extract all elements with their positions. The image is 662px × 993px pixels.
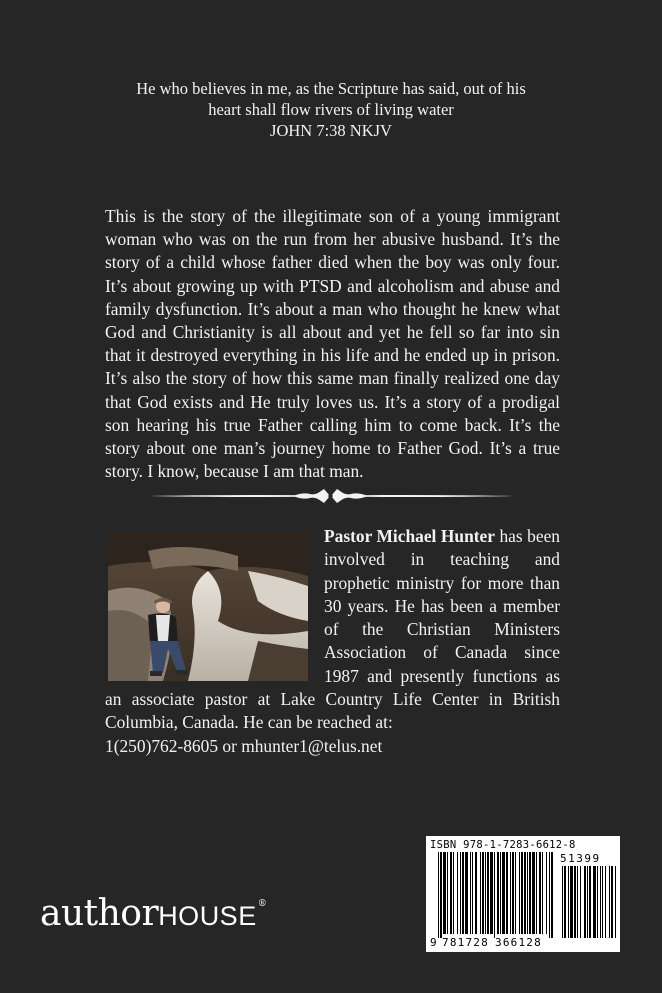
publisher-logo-part2: HOUSE (158, 901, 257, 931)
ean-left-digits: 781728 (442, 936, 489, 949)
isbn-barcode (426, 836, 620, 952)
book-blurb: This is the story of the illegitimate son of a young immigrant woman who was on the run from her abusive husband. It’s the story of a child whose father died when the boy was only four. It’s about growing up with PTSD and alcoholism and abuse and family dysfunction. It’s about a man who thought he knew what God and Christianity is all about and yet he fell so far into sin that it destroyed everything in his life and he ended up in prison. It’s also the story of how this same man finally realized one day that God exists and He truly loves us. It’s a story of a prodigal son hearing his true Father calling him to come back. It’s the story about one man’s journey home to Father God. It’s a true story. I know, because I am that man. (105, 206, 560, 482)
author-contact: 1(250)762-8605 or mhunter1@telus.net (105, 735, 383, 756)
ornamental-divider (148, 486, 513, 506)
ean-first-digit: 9 (430, 936, 437, 949)
author-name: Pastor Michael Hunter (324, 526, 495, 546)
epigraph-reference: JOHN 7:38 NKJV (270, 121, 392, 140)
epigraph-line-1: He who believes in me, as the Scripture has said, out of his (136, 79, 526, 98)
registered-mark: ® (257, 899, 267, 909)
epigraph (90, 78, 572, 141)
barcode-bars (426, 852, 620, 942)
ean-right-digits: 366128 (495, 936, 542, 949)
isbn-label: ISBN 978-1-7283-6612-8 (430, 839, 576, 851)
author-bio-text: has been involved in teaching and prophetic ministry for more than 30 years. He has been a member of the Christian Ministers Association of Canada since 1987 and presently functions as an associate pastor at Lake Country Life Center in British Columbia, Canada. He can be reached at: (105, 526, 560, 733)
author-bio (105, 525, 560, 758)
addon-digits: 51399 (560, 852, 601, 865)
publisher-logo (40, 893, 266, 934)
publisher-logo-part1: author (40, 893, 159, 934)
epigraph-line-2: heart shall flow rivers of living water (208, 100, 454, 119)
